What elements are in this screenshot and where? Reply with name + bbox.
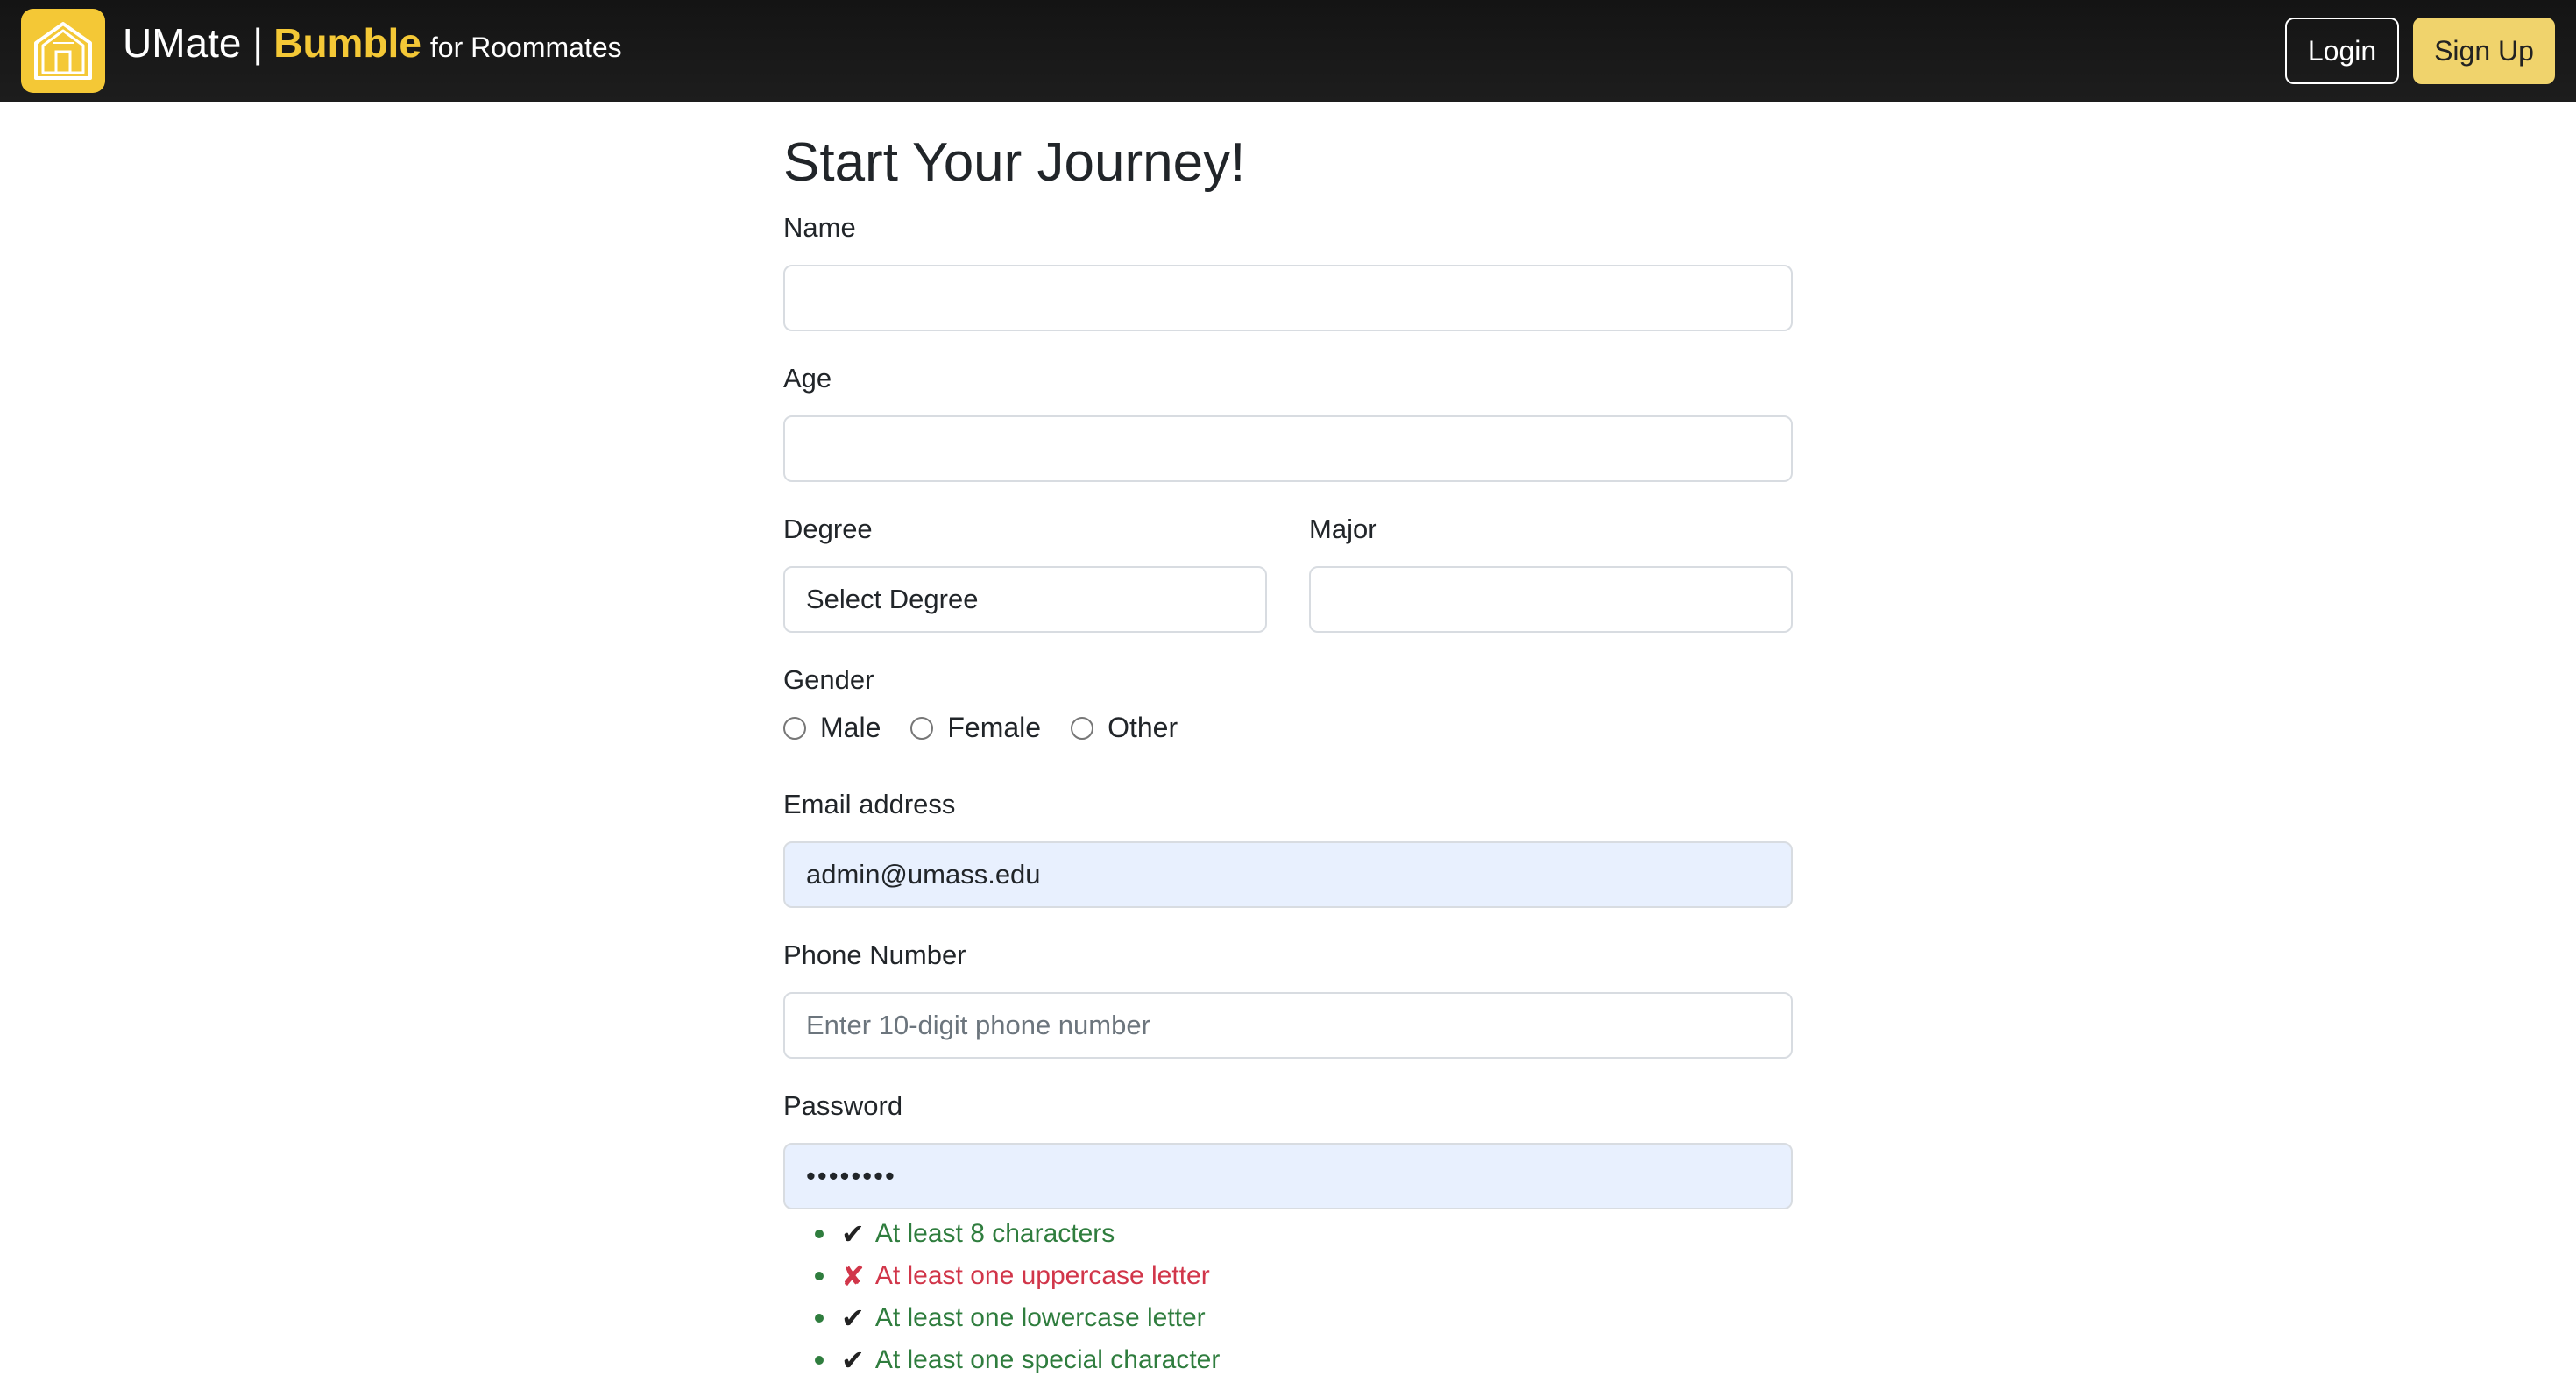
gender-option-other[interactable] bbox=[1071, 712, 1178, 744]
brand-subtitle: for Roommates bbox=[429, 32, 622, 63]
requirement-text: At least 8 characters bbox=[874, 1219, 1115, 1248]
radio-button[interactable] bbox=[910, 717, 933, 740]
bullet bbox=[815, 1230, 824, 1238]
age-input[interactable] bbox=[783, 415, 1793, 482]
requirement-uppercase bbox=[815, 1255, 1220, 1297]
degree-select[interactable] bbox=[783, 566, 1267, 633]
brand-name: UMate | bbox=[123, 20, 264, 66]
bullet bbox=[815, 1314, 824, 1323]
gender-radio-group bbox=[783, 712, 1207, 744]
sign-up-button[interactable]: Sign Up bbox=[2413, 18, 2555, 84]
top-navbar bbox=[0, 0, 2576, 102]
age-label: Age bbox=[783, 363, 832, 394]
gender-option-male[interactable] bbox=[783, 712, 881, 744]
name-input[interactable] bbox=[783, 265, 1793, 331]
radio-label: Female bbox=[947, 712, 1042, 743]
requirement-text: At least one lowercase letter bbox=[874, 1303, 1206, 1332]
login-button[interactable]: Login bbox=[2285, 18, 2399, 84]
gender-option-female[interactable] bbox=[910, 712, 1041, 744]
requirement-lowercase bbox=[815, 1297, 1220, 1339]
email-input[interactable]: admin@umass.edu bbox=[783, 841, 1793, 908]
page-title: Start Your Journey! bbox=[783, 132, 1246, 193]
house-icon[interactable] bbox=[21, 9, 105, 93]
requirement-special bbox=[815, 1339, 1220, 1381]
cross-icon: ✘ bbox=[841, 1260, 865, 1292]
check-icon: ✔ bbox=[841, 1302, 865, 1334]
phone-label: Phone Number bbox=[783, 940, 966, 970]
bullet bbox=[815, 1356, 824, 1365]
email-label: Email address bbox=[783, 789, 956, 819]
brand-title[interactable] bbox=[123, 19, 622, 82]
bullet bbox=[815, 1272, 824, 1280]
password-requirements bbox=[815, 1213, 1220, 1381]
degree-select-value: Select Degree bbox=[806, 584, 979, 614]
password-input[interactable]: •••••••• bbox=[783, 1143, 1793, 1209]
major-input[interactable] bbox=[1309, 566, 1793, 633]
name-label: Name bbox=[783, 212, 856, 243]
radio-button[interactable] bbox=[1071, 717, 1093, 740]
requirement-text: At least one uppercase letter bbox=[874, 1261, 1210, 1290]
check-icon: ✔ bbox=[841, 1344, 865, 1376]
requirement-text: At least one special character bbox=[874, 1345, 1221, 1374]
phone-placeholder: Enter 10-digit phone number bbox=[806, 1010, 1150, 1040]
degree-label: Degree bbox=[783, 514, 873, 544]
gender-label: Gender bbox=[783, 664, 874, 695]
major-label: Major bbox=[1309, 514, 1377, 544]
radio-label: Other bbox=[1108, 712, 1178, 743]
check-icon: ✔ bbox=[841, 1218, 865, 1250]
phone-input[interactable] bbox=[783, 992, 1793, 1059]
password-label: Password bbox=[783, 1090, 903, 1121]
radio-label: Male bbox=[820, 712, 881, 743]
requirement-length bbox=[815, 1213, 1220, 1255]
brand-bumble: Bumble bbox=[273, 20, 421, 66]
radio-button[interactable] bbox=[783, 717, 806, 740]
